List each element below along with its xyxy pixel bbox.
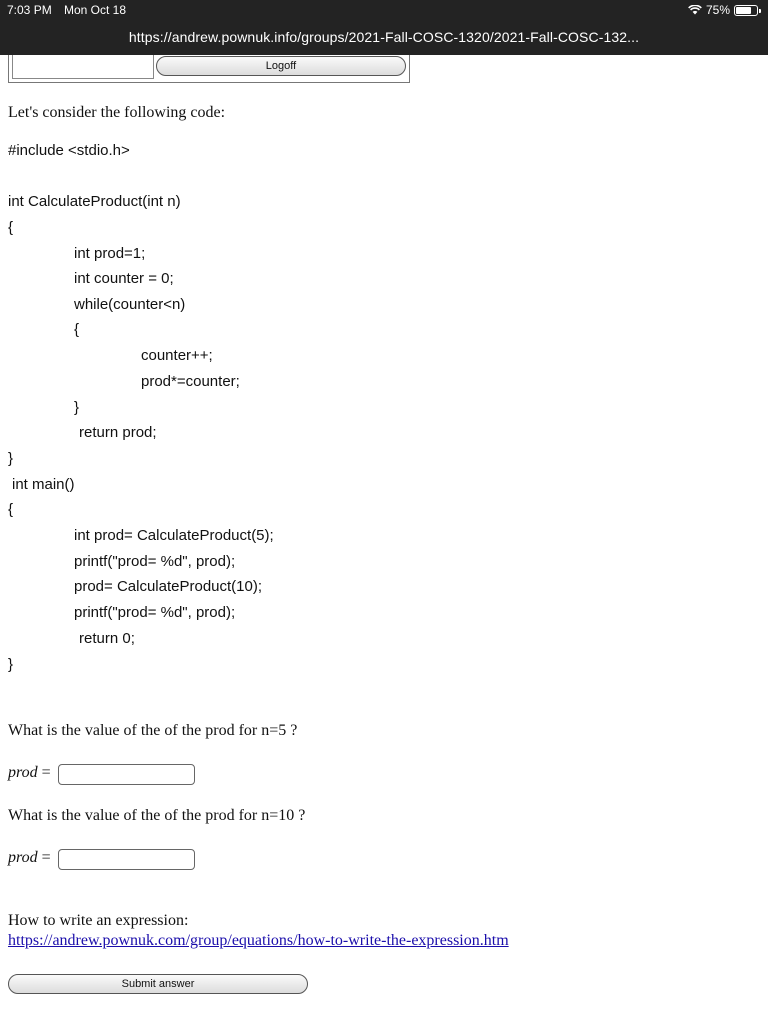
prod-n10-input[interactable]: [58, 849, 195, 870]
code-line: counter++;: [141, 347, 213, 364]
code-line: return 0;: [79, 630, 135, 647]
code-line: prod*=counter;: [141, 373, 240, 390]
code-line: printf("prod= %d", prod);: [74, 604, 236, 621]
question-2-text: What is the value of the of the prod for n=10 ?: [8, 807, 306, 824]
code-line: }: [8, 450, 14, 467]
question-1-label: [8, 764, 51, 782]
code-line: while(counter<n): [74, 296, 186, 313]
code-line: prod= CalculateProduct(10);: [74, 578, 263, 595]
logoff-button[interactable]: Logoff: [156, 56, 406, 76]
prod-variable: prod: [8, 764, 38, 781]
code-line: {: [74, 321, 80, 338]
top-panel-cell: [12, 55, 154, 79]
code-line: printf("prod= %d", prod);: [74, 553, 236, 570]
code-line: int counter = 0;: [74, 270, 174, 287]
question-1-text: What is the value of the of the prod for n=5 ?: [8, 722, 298, 739]
intro-text: Let's consider the following code:: [8, 104, 226, 121]
code-line: }: [8, 656, 14, 673]
help-title: How to write an expression:: [8, 912, 189, 929]
code-line: #include <stdio.h>: [8, 142, 130, 159]
equals-sign: =: [41, 764, 51, 781]
address-bar[interactable]: [0, 22, 768, 55]
battery-percent: 75%: [705, 3, 730, 17]
code-line: int CalculateProduct(int n): [8, 193, 181, 210]
code-line: return prod;: [79, 424, 157, 441]
status-bar: [0, 0, 768, 22]
status-time: 7:03 PM: [7, 3, 52, 17]
submit-answer-button[interactable]: Submit answer: [8, 974, 308, 994]
code-line: int prod=1;: [74, 245, 146, 262]
url-text[interactable]: https://andrew.pownuk.info/groups/2021-Fall-COSC-1320/2021-Fall-COSC-132...: [128, 29, 640, 45]
code-line: int main(): [12, 476, 75, 493]
code-line: int prod= CalculateProduct(5);: [74, 527, 274, 544]
code-line: }: [74, 399, 80, 416]
question-2-label: [8, 849, 51, 867]
battery-icon: [734, 5, 758, 16]
top-panel: [8, 55, 410, 83]
equals-sign: =: [41, 849, 51, 866]
prod-variable: prod: [8, 849, 38, 866]
code-line: {: [8, 501, 14, 518]
code-line: {: [8, 219, 14, 236]
help-link[interactable]: https://andrew.pownuk.com/group/equations/how-to-write-the-expression.htm: [8, 932, 509, 949]
status-right: [688, 3, 758, 17]
status-date: Mon Oct 18: [64, 3, 127, 17]
prod-n5-input[interactable]: [58, 764, 195, 785]
wifi-icon: [688, 5, 702, 15]
